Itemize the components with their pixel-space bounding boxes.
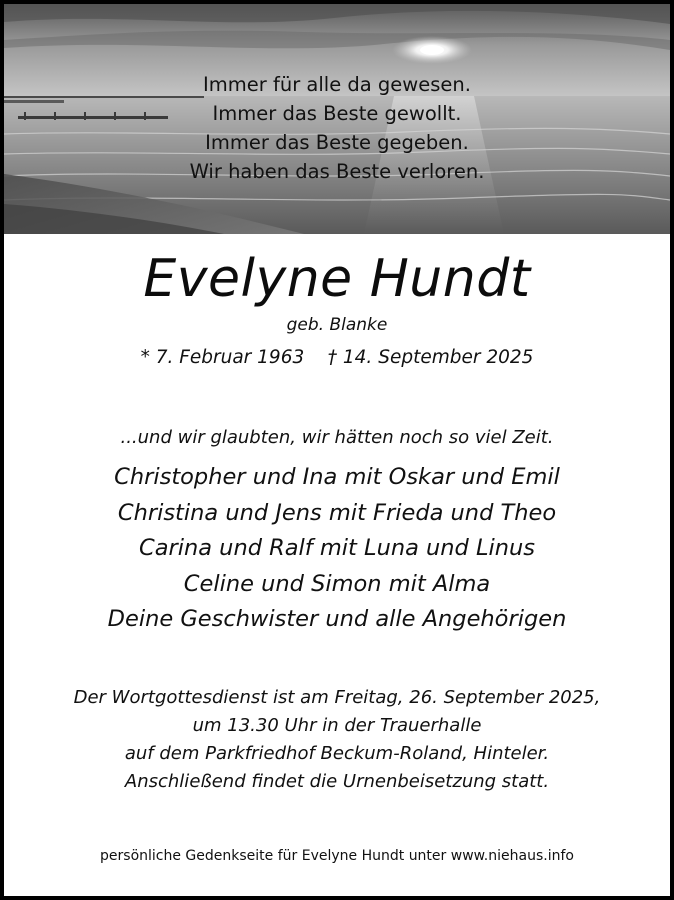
mourner-line: Deine Geschwister und alle Angehörigen	[107, 606, 567, 632]
poem-line: Immer das Beste gewollt.	[212, 102, 462, 125]
poem-line: Immer für alle da gewesen.	[203, 73, 471, 96]
mourner-line: Christopher und Ina mit Oskar und Emil	[114, 464, 560, 490]
service-info	[4, 684, 670, 796]
motto-text: ...und wir glaubten, wir hätten noch so viel Zeit.	[120, 427, 554, 448]
service-line: Anschließend findet die Urnenbeisetzung statt.	[124, 771, 550, 792]
mourner-line: Christina und Jens mit Frieda und Theo	[117, 499, 557, 526]
mourner-line: Celine und Simon mit Alma	[183, 570, 491, 597]
service-line: auf dem Parkfriedhof Beckum-Roland, Hinteler.	[124, 743, 550, 764]
service-line: um 13.30 Uhr in der Trauerhalle	[192, 715, 482, 736]
life-dates: * 7. Februar 1963 † 14. September 2025	[140, 347, 534, 368]
poem	[4, 70, 670, 186]
birth-name: geb. Blanke	[286, 315, 388, 335]
service-line: Der Wortgottesdienst ist am Freitag, 26. September 2025,	[73, 687, 601, 708]
mourner-line: Carina und Ralf mit Luna und Linus	[138, 535, 536, 561]
poem-line: Wir haben das Beste verloren.	[189, 160, 485, 183]
memorial-page-note: persönliche Gedenkseite für Evelyne Hundt unter www.niehaus.info	[100, 848, 574, 864]
mourners-list	[4, 460, 670, 638]
poem-line: Immer das Beste gegeben.	[205, 131, 469, 154]
deceased-name: Evelyne Hundt	[143, 249, 531, 309]
